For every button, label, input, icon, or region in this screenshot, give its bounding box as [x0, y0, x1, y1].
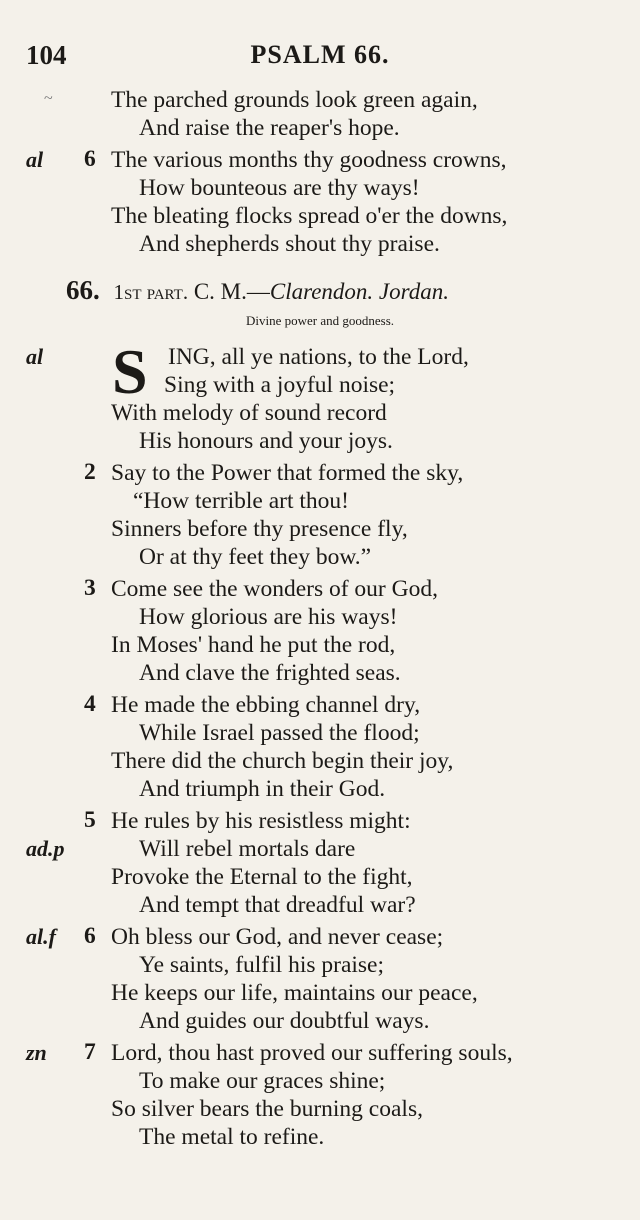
verse-line: Sing with a joyful noise; [164, 372, 396, 398]
verse-line: So silver bears the burning coals, [111, 1096, 423, 1122]
verse-line: Come see the wonders of our God, [111, 576, 438, 602]
verse-line: Oh bless our God, and never cease; [111, 924, 444, 950]
hymn-heading [66, 275, 449, 306]
verse-line: And clave the frighted seas. [139, 660, 401, 686]
verse-line: The various months thy goodness crowns, [111, 147, 507, 173]
drop-cap: S [112, 336, 148, 407]
verse-line: He keeps our life, maintains our peace, [111, 980, 478, 1006]
margin-mark: ad.p [26, 836, 65, 861]
verse-line: And triumph in their God. [139, 776, 386, 802]
verse-line: While Israel passed the flood; [139, 720, 420, 746]
verse-line: “How terrible art thou! [133, 488, 349, 514]
stanza-number: 6 [84, 923, 96, 949]
verse-line: Say to the Power that formed the sky, [111, 460, 464, 486]
stanza-number: 5 [84, 807, 96, 833]
verse-line: There did the church begin their joy, [111, 748, 454, 774]
hymn-tunes: Clarendon. Jordan. [269, 279, 449, 304]
page-header [0, 40, 640, 80]
verse-line: Lord, thou hast proved our suffering souls, [111, 1040, 513, 1066]
verse-line: He rules by his resistless might: [111, 808, 411, 834]
verse-line: With melody of sound record [111, 400, 387, 426]
verse-line: And raise the reaper's hope. [139, 115, 400, 141]
verse-line: Or at thy feet they bow.” [139, 544, 372, 570]
verse-line: Ye saints, fulfil his praise; [139, 952, 385, 978]
margin-tick-icon: ~ [44, 90, 53, 107]
margin-mark: al [26, 344, 44, 369]
margin-mark: al.f [26, 924, 56, 949]
stanza-number: 3 [84, 575, 96, 601]
hymn-number: 66. [66, 275, 100, 305]
verse-line: Will rebel mortals dare [139, 836, 356, 862]
margin-mark: al [26, 147, 44, 172]
verse-line: And guides our doubtful ways. [139, 1008, 430, 1034]
hymn-meter: C. M.— [193, 279, 270, 304]
stanza-number: 7 [84, 1039, 96, 1065]
verse-line: He made the ebbing channel dry, [111, 692, 421, 718]
verse-line: And shepherds shout thy praise. [139, 231, 440, 257]
verse-line: The parched grounds look green again, [111, 87, 478, 113]
verse-line: The bleating flocks spread o'er the downs, [111, 203, 508, 229]
hymn-part: 1st part. [113, 280, 189, 304]
stanza-number: 4 [84, 691, 96, 717]
verse-line: How bounteous are thy ways! [139, 175, 420, 201]
verse-line: His honours and your joys. [139, 428, 393, 454]
hymn-subtitle: Divine power and goodness. [245, 313, 395, 328]
running-title: PSALM 66. [250, 40, 390, 69]
verse-line: Sinners before thy presence fly, [111, 516, 408, 542]
verse-line: To make our graces shine; [139, 1068, 386, 1094]
stanza-number: 6 [84, 146, 96, 172]
stanza-number: 2 [84, 459, 96, 485]
margin-mark: zn [26, 1040, 47, 1065]
verse-line: Provoke the Eternal to the fight, [111, 864, 413, 890]
verse-line: The metal to refine. [139, 1124, 325, 1150]
verse-line: How glorious are his ways! [139, 604, 398, 630]
verse-line: And tempt that dreadful war? [139, 892, 416, 918]
verse-line: ING, all ye nations, to the Lord, [168, 344, 469, 370]
page-number: 104 [26, 40, 67, 70]
verse-line: In Moses' hand he put the rod, [111, 632, 396, 658]
